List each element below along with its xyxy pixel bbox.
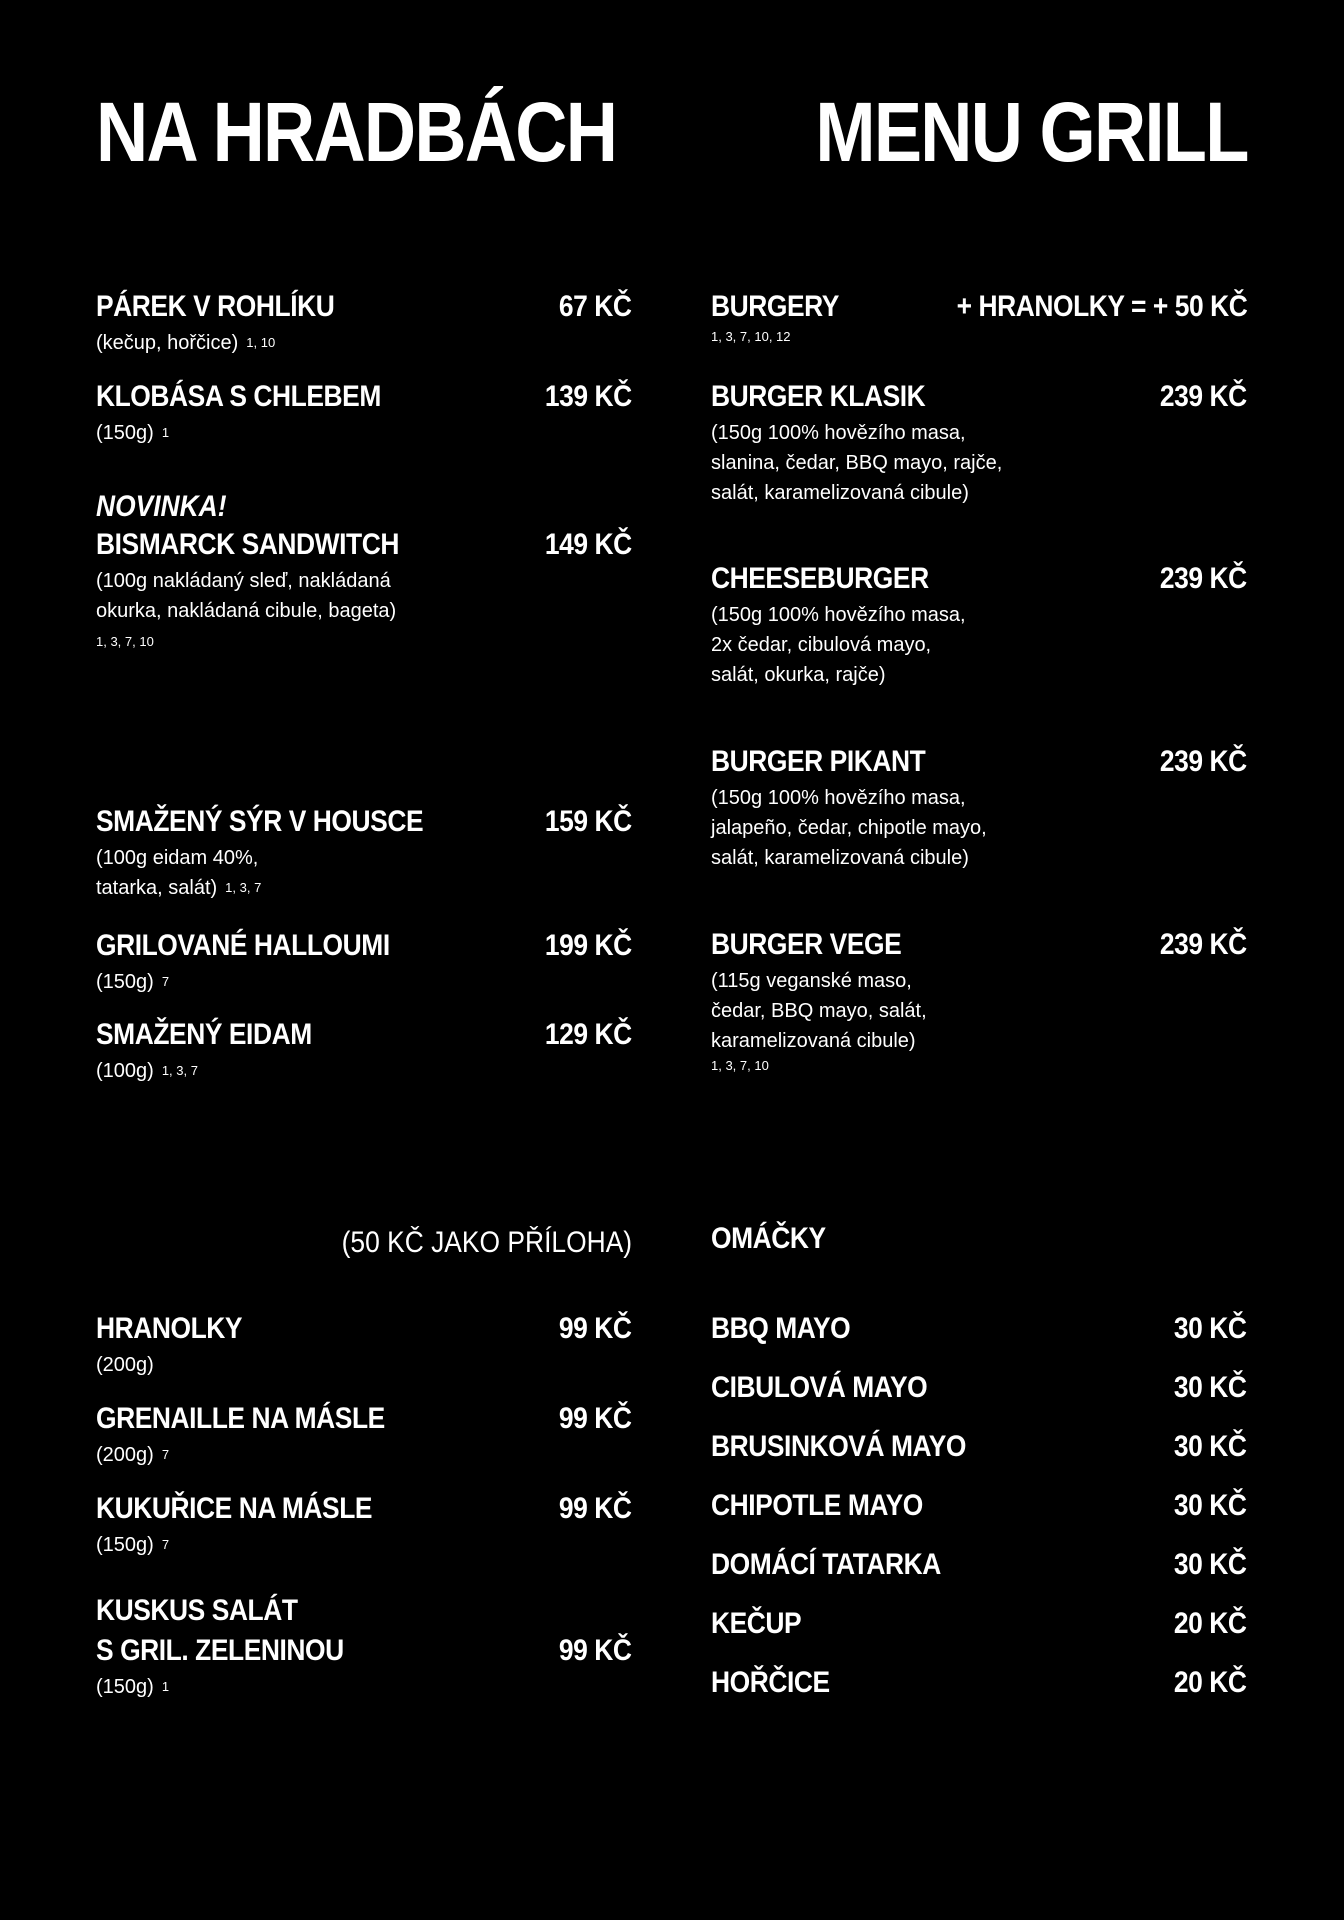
sides-heading: (50 KČ JAKO PŘÍLOHA) (341, 1226, 632, 1259)
menu-item-burger-pikant (711, 742, 1247, 873)
item-price: 67 KČ (559, 290, 632, 323)
item-description: (150g) 7 (96, 1534, 170, 1556)
item-name: SMAŽENÝ EIDAM (96, 1018, 312, 1051)
item-description: (kečup, hořčice) 1, 10 (96, 332, 276, 354)
menu-item-burger-vege (711, 925, 1247, 1076)
sauce-price: 20 KČ (1174, 1607, 1247, 1640)
menu-item-eidam (96, 1015, 632, 1086)
item-description: (100g nakládaný sleď, nakládaná (96, 570, 391, 592)
item-price: 239 KČ (1160, 562, 1247, 595)
new-badge: NOVINKA! (96, 490, 227, 523)
item-name: BURGER VEGE (711, 928, 902, 961)
item-price: 149 KČ (545, 528, 632, 561)
item-description: (100g) 1, 3, 7 (96, 1060, 198, 1082)
sauce-item (711, 1545, 1247, 1585)
item-description: (115g veganské maso, (711, 970, 912, 992)
sauce-name: BRUSINKOVÁ MAYO (711, 1430, 966, 1463)
item-description: (150g 100% hovězího masa, (711, 787, 966, 809)
sauces-heading: OMÁČKY (711, 1222, 826, 1255)
sauce-name: DOMÁCÍ TATARKA (711, 1548, 941, 1581)
sauce-name: HOŘČICE (711, 1666, 830, 1699)
item-name-line2: S GRIL. ZELENINOU (96, 1634, 344, 1667)
menu-item-klobasa (96, 377, 632, 448)
side-item-hranolky (96, 1309, 632, 1380)
menu-item-smazeny-syr (96, 802, 632, 903)
item-allergens: 1, 3, 7 (161, 1063, 198, 1078)
item-description: (150g) 1 (96, 422, 170, 444)
item-name: KUKUŘICE NA MÁSLE (96, 1492, 373, 1525)
side-item-grenaille (96, 1399, 632, 1470)
item-name: BURGER PIKANT (711, 745, 926, 778)
item-allergens: 1, 3, 7, 10, 12 (711, 329, 791, 344)
item-description: (200g) 7 (96, 1444, 170, 1466)
item-description: karamelizovaná cibule) (711, 1030, 916, 1052)
menu-title: MENU GRILL (815, 85, 1248, 179)
menu-item-bismarck (96, 487, 632, 652)
item-price: 99 KČ (559, 1402, 632, 1435)
menu-item-cheeseburger (711, 559, 1247, 690)
sauce-item (711, 1427, 1247, 1467)
restaurant-title: NA HRADBÁCH (96, 85, 617, 179)
item-allergens: 1, 10 (246, 335, 276, 350)
fries-addon: + HRANOLKY = + 50 KČ (956, 290, 1247, 323)
item-price: 99 KČ (559, 1312, 632, 1345)
item-allergens: 7 (161, 974, 170, 989)
item-description: (150g) 7 (96, 971, 170, 993)
item-name: KLOBÁSA S CHLEBEM (96, 380, 381, 413)
item-description: (150g) 1 (96, 1676, 170, 1698)
sauce-item (711, 1604, 1247, 1644)
item-name: CHEESEBURGER (711, 562, 929, 595)
item-price: 159 KČ (545, 805, 632, 838)
item-allergens: 1 (161, 425, 170, 440)
sauce-item (711, 1309, 1247, 1349)
sauce-name: BBQ MAYO (711, 1312, 851, 1345)
item-price: 239 KČ (1160, 928, 1247, 961)
item-name: BURGER KLASIK (711, 380, 926, 413)
item-name: KUSKUS SALÁT (96, 1594, 298, 1627)
side-item-kukurice (96, 1489, 632, 1560)
sauce-price: 30 KČ (1174, 1430, 1247, 1463)
item-name: GRENAILLE NA MÁSLE (96, 1402, 385, 1435)
sauce-price: 30 KČ (1174, 1548, 1247, 1581)
item-description: 2x čedar, cibulová mayo, (711, 634, 932, 656)
burgers-section-header (711, 287, 1247, 347)
item-price: 199 KČ (545, 929, 632, 962)
item-description: (200g) (96, 1354, 154, 1376)
item-description: (150g 100% hovězího masa, (711, 604, 966, 626)
sauce-item (711, 1663, 1247, 1703)
sauce-price: 20 KČ (1174, 1666, 1247, 1699)
sauce-item (711, 1368, 1247, 1408)
item-description: (150g 100% hovězího masa, (711, 422, 966, 444)
item-description: čedar, BBQ mayo, salát, (711, 1000, 927, 1022)
sauces-heading-row (711, 1219, 1247, 1259)
item-name: PÁREK V ROHLÍKU (96, 290, 335, 323)
sauce-name: KEČUP (711, 1607, 802, 1640)
item-price: 239 KČ (1160, 380, 1247, 413)
section-title: BURGERY (711, 290, 839, 323)
item-price: 239 KČ (1160, 745, 1247, 778)
sauce-price: 30 KČ (1174, 1371, 1247, 1404)
item-allergens: 7 (161, 1447, 170, 1462)
item-name: GRILOVANÉ HALLOUMI (96, 929, 390, 962)
menu-item-halloumi (96, 926, 632, 997)
sauce-price: 30 KČ (1174, 1489, 1247, 1522)
item-allergens: 7 (161, 1537, 170, 1552)
item-name: HRANOLKY (96, 1312, 243, 1345)
side-item-kuskus (96, 1591, 632, 1702)
item-description: jalapeño, čedar, chipotle mayo, (711, 817, 987, 839)
item-name: BISMARCK SANDWITCH (96, 528, 399, 561)
menu-item-parek (96, 287, 632, 358)
item-price: 129 KČ (545, 1018, 632, 1051)
item-description: salát, karamelizovaná cibule) (711, 482, 969, 504)
item-description: tatarka, salát) 1, 3, 7 (96, 877, 262, 899)
sauce-item (711, 1486, 1247, 1526)
item-allergens: 1 (161, 1679, 170, 1694)
item-description: okurka, nakládaná cibule, bageta) (96, 600, 397, 622)
item-allergens: 1, 3, 7, 10 (711, 1058, 769, 1073)
item-description: (100g eidam 40%, (96, 847, 259, 869)
item-allergens: 1, 3, 7 (225, 880, 262, 895)
item-description: salát, okurka, rajče) (711, 664, 886, 686)
item-description: salát, karamelizovaná cibule) (711, 847, 969, 869)
item-description: slanina, čedar, BBQ mayo, rajče, (711, 452, 1003, 474)
menu-item-burger-klasik (711, 377, 1247, 508)
item-price: 99 KČ (559, 1634, 632, 1667)
item-allergens: 1, 3, 7, 10 (96, 634, 154, 649)
item-name: SMAŽENÝ SÝR V HOUSCE (96, 805, 424, 838)
sauce-price: 30 KČ (1174, 1312, 1247, 1345)
sauce-name: CIBULOVÁ MAYO (711, 1371, 928, 1404)
item-price: 139 KČ (545, 380, 632, 413)
item-price: 99 KČ (559, 1492, 632, 1525)
sauce-name: CHIPOTLE MAYO (711, 1489, 923, 1522)
